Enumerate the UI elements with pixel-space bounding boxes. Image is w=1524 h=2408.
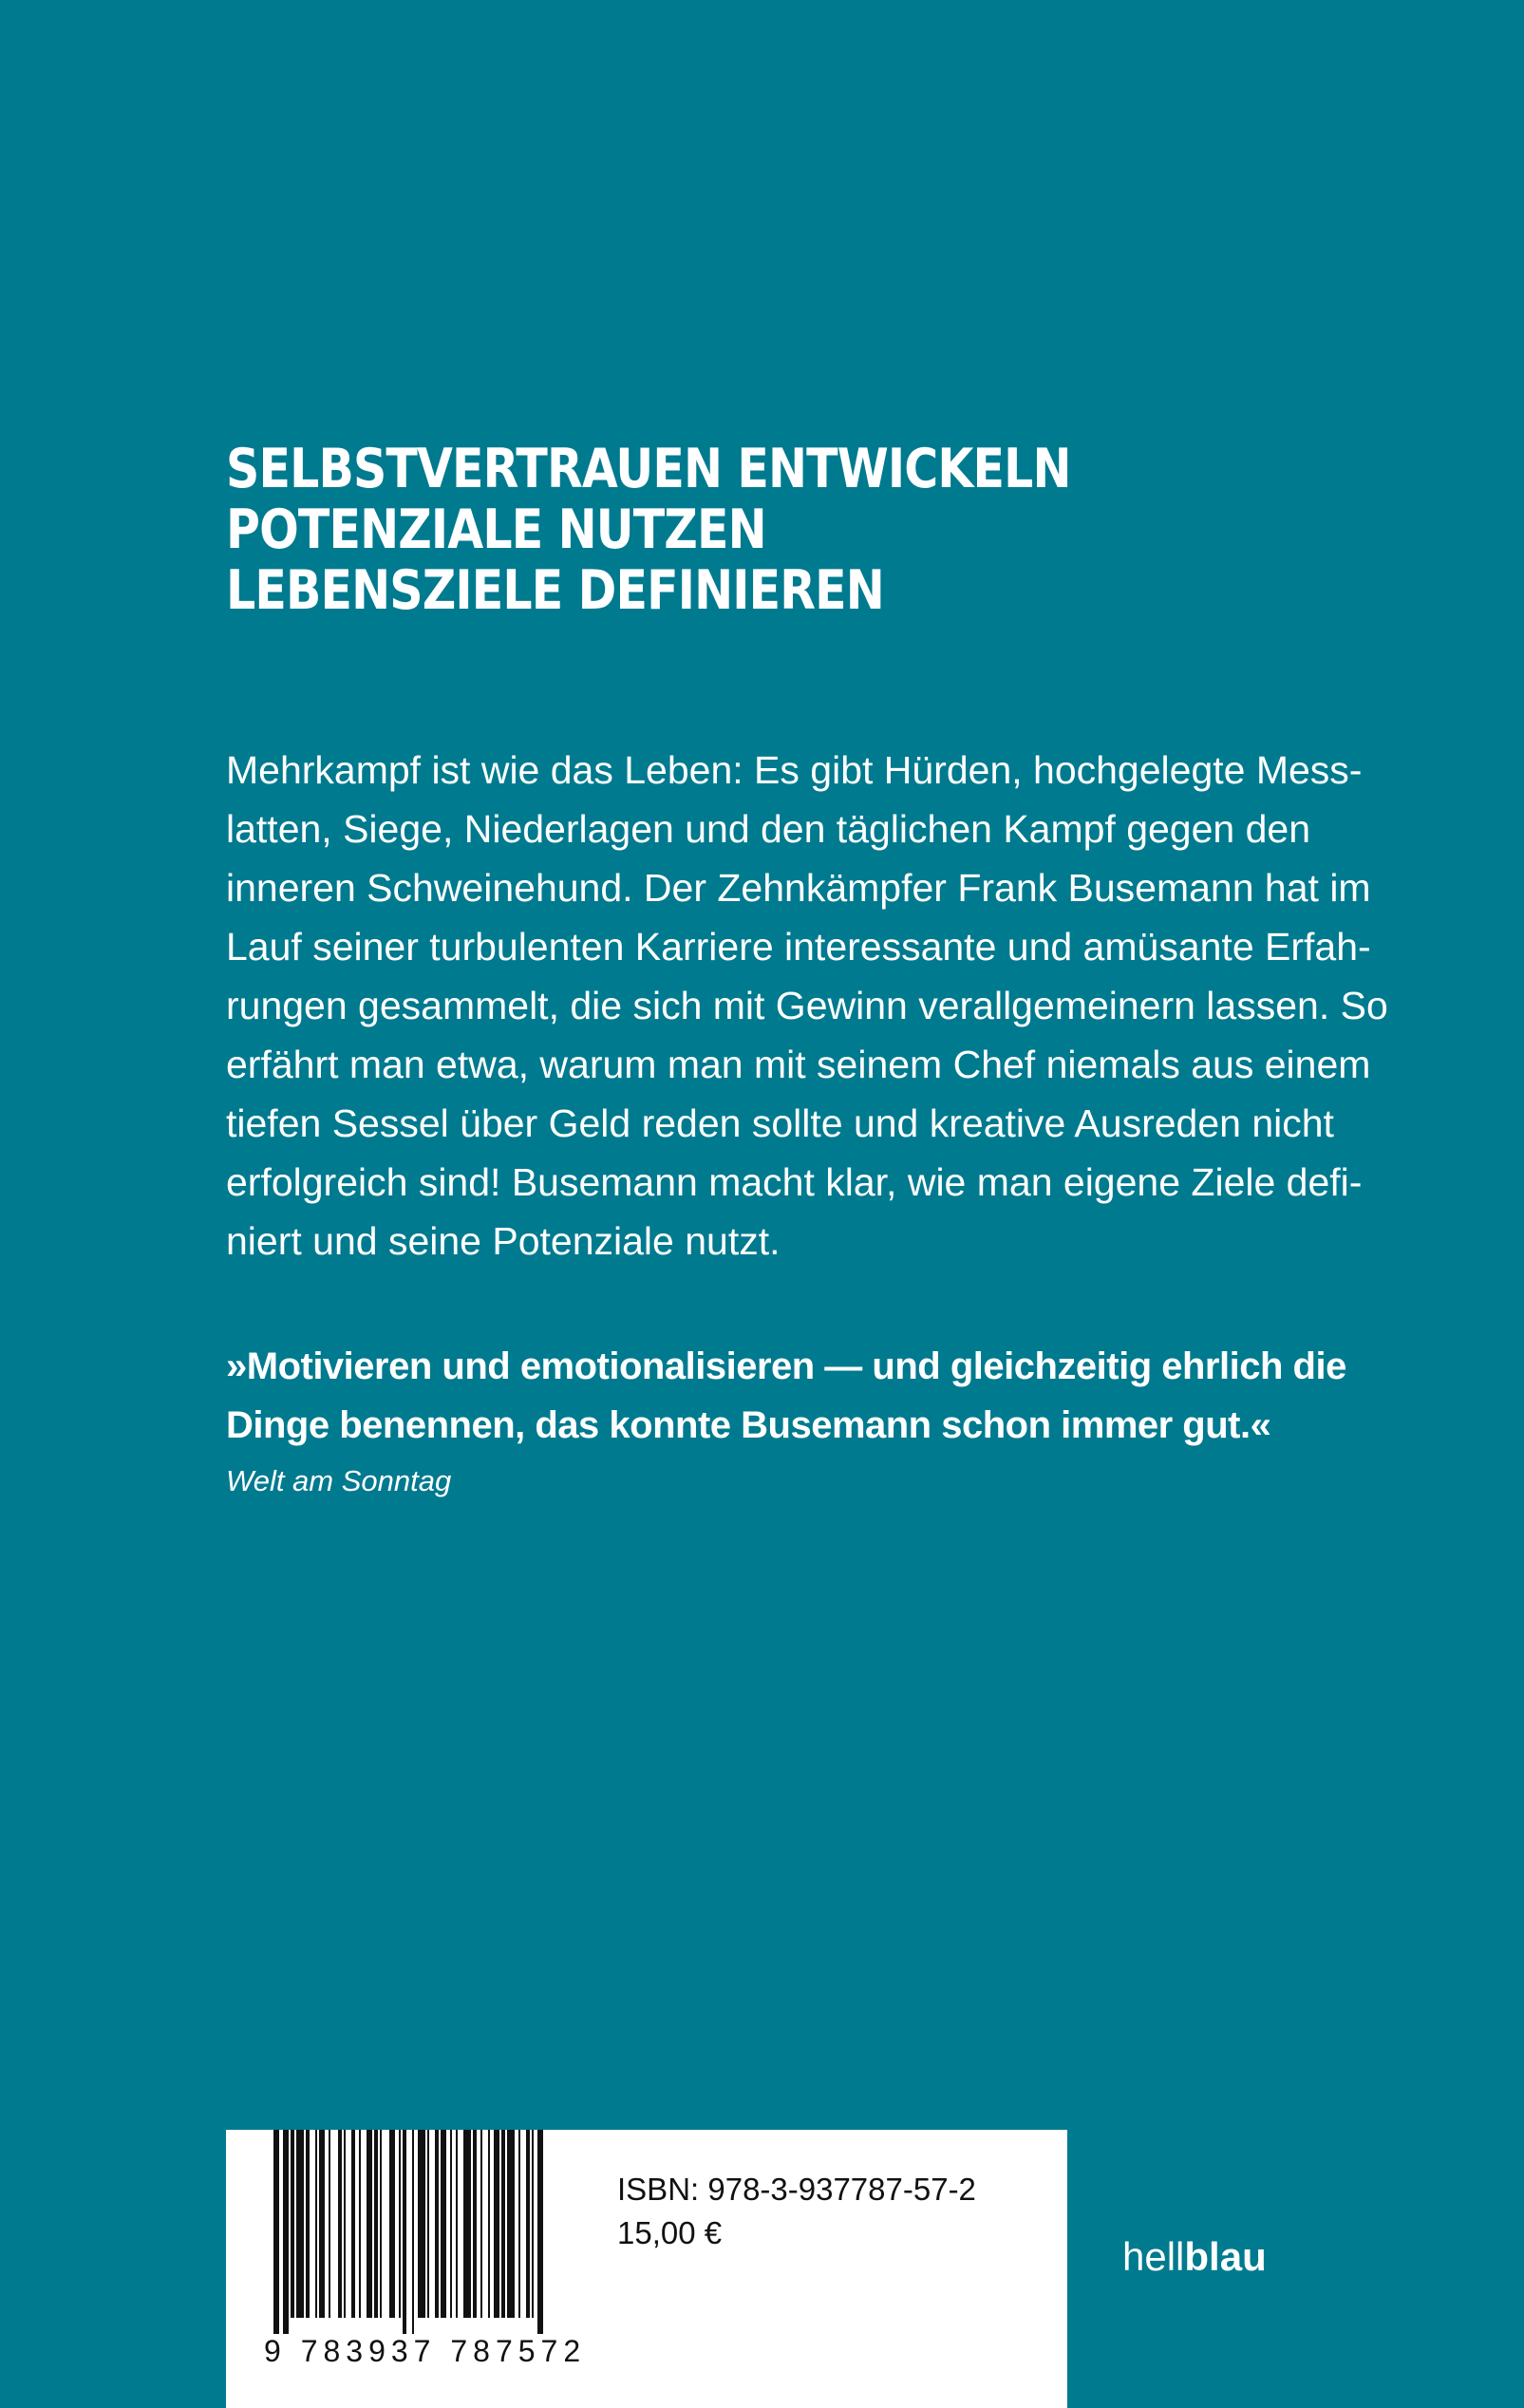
- blurb-line: erfolgreich sind! Busemann macht klar, wie man eigene Ziele defi-: [226, 1160, 1363, 1204]
- blurb-line: Lauf seiner turbulenten Karriere interessante und amüsante Erfah-: [226, 925, 1371, 969]
- barcode-bar: [473, 2130, 477, 2318]
- barcode-bar: [488, 2130, 490, 2318]
- headline-line-1: SELBSTVERTRAUEN ENTWICKELN: [226, 438, 1071, 500]
- barcode-bar: [532, 2130, 534, 2318]
- headline-block: [226, 439, 1206, 621]
- barcode-bar: [291, 2130, 294, 2318]
- barcode-bar: [526, 2130, 530, 2318]
- blurb-line: tiefen Sessel über Geld reden sollte und kreative Ausreden nicht: [226, 1101, 1334, 1145]
- barcode-bar: [367, 2130, 372, 2318]
- quote-source: Welt am Sonntag: [226, 1464, 452, 1497]
- blurb-line: erfährt man etwa, warum man mit seinem Chef niemals aus einem: [226, 1043, 1371, 1086]
- barcode-bar: [412, 2130, 414, 2334]
- barcode-bar: [273, 2130, 279, 2334]
- barcode-bar: [359, 2130, 361, 2318]
- barcode-bar: [283, 2130, 289, 2334]
- barcode-digits: 9 783937 787572: [264, 2334, 587, 2368]
- barcode-bar: [389, 2130, 395, 2318]
- headline-line-2: POTENZIALE NUTZEN: [226, 499, 766, 561]
- blurb-line: Mehrkampf ist wie das Leben: Es gibt Hürden, hochgelegte Mess-: [226, 748, 1363, 792]
- price-text: 15,00 €: [617, 2215, 723, 2250]
- blurb-line: latten, Siege, Niederlagen und den täglichen Kampf gegen den: [226, 807, 1311, 851]
- barcode-bar: [441, 2130, 446, 2318]
- barcode-bar: [537, 2130, 543, 2334]
- quote-line: Dinge benennen, das konnte Busemann schon immer gut.«: [226, 1404, 1271, 1446]
- barcode-bar: [319, 2130, 325, 2318]
- barcode-bar: [418, 2130, 425, 2318]
- barcode-bar: [380, 2130, 382, 2318]
- barcode-bar: [463, 2130, 471, 2318]
- barcode-bar: [427, 2130, 429, 2318]
- barcode-bar: [507, 2130, 515, 2318]
- barcode-bar: [450, 2130, 452, 2318]
- barcode-bar: [456, 2130, 458, 2318]
- headline-line-3: LEBENSZIELE DEFINIEREN: [226, 559, 884, 622]
- barcode-bar: [435, 2130, 439, 2318]
- barcode-bar: [494, 2130, 499, 2318]
- press-quote: [226, 1337, 1346, 1500]
- barcode-panel: [226, 2130, 1067, 2408]
- barcode-bar: [403, 2130, 406, 2334]
- blurb-paragraph: [226, 741, 1388, 1270]
- barcode-bar: [344, 2130, 346, 2318]
- barcode-bar: [306, 2130, 310, 2318]
- barcode-bar: [329, 2130, 330, 2318]
- barcode-bar: [374, 2130, 378, 2318]
- barcode-bar: [501, 2130, 505, 2318]
- barcode-icon: [226, 2130, 587, 2334]
- barcode-bar: [480, 2130, 482, 2318]
- barcode-bar: [296, 2130, 304, 2318]
- quote-line: »Motivieren und emotionalisieren — und gleichzeitig ehrlich die: [226, 1345, 1346, 1387]
- publisher-logo-light: hell: [1122, 2234, 1185, 2279]
- blurb-line: inneren Schweinehund. Der Zehnkämpfer Frank Busemann hat im: [226, 866, 1371, 910]
- barcode-bar: [338, 2130, 342, 2318]
- barcode-bar: [399, 2130, 401, 2318]
- publisher-logo: [1122, 2233, 1267, 2281]
- barcode-bar: [315, 2130, 317, 2318]
- barcode-bar: [351, 2130, 355, 2318]
- publisher-logo-bold: blau: [1184, 2234, 1267, 2279]
- barcode-bar: [518, 2130, 520, 2318]
- isbn-text: ISBN: 978-3-937787-57-2: [617, 2172, 976, 2207]
- blurb-line: niert und seine Potenziale nutzt.: [226, 1219, 781, 1263]
- blurb-line: rungen gesammelt, die sich mit Gewinn verallgemeinern lassen. So: [226, 984, 1388, 1027]
